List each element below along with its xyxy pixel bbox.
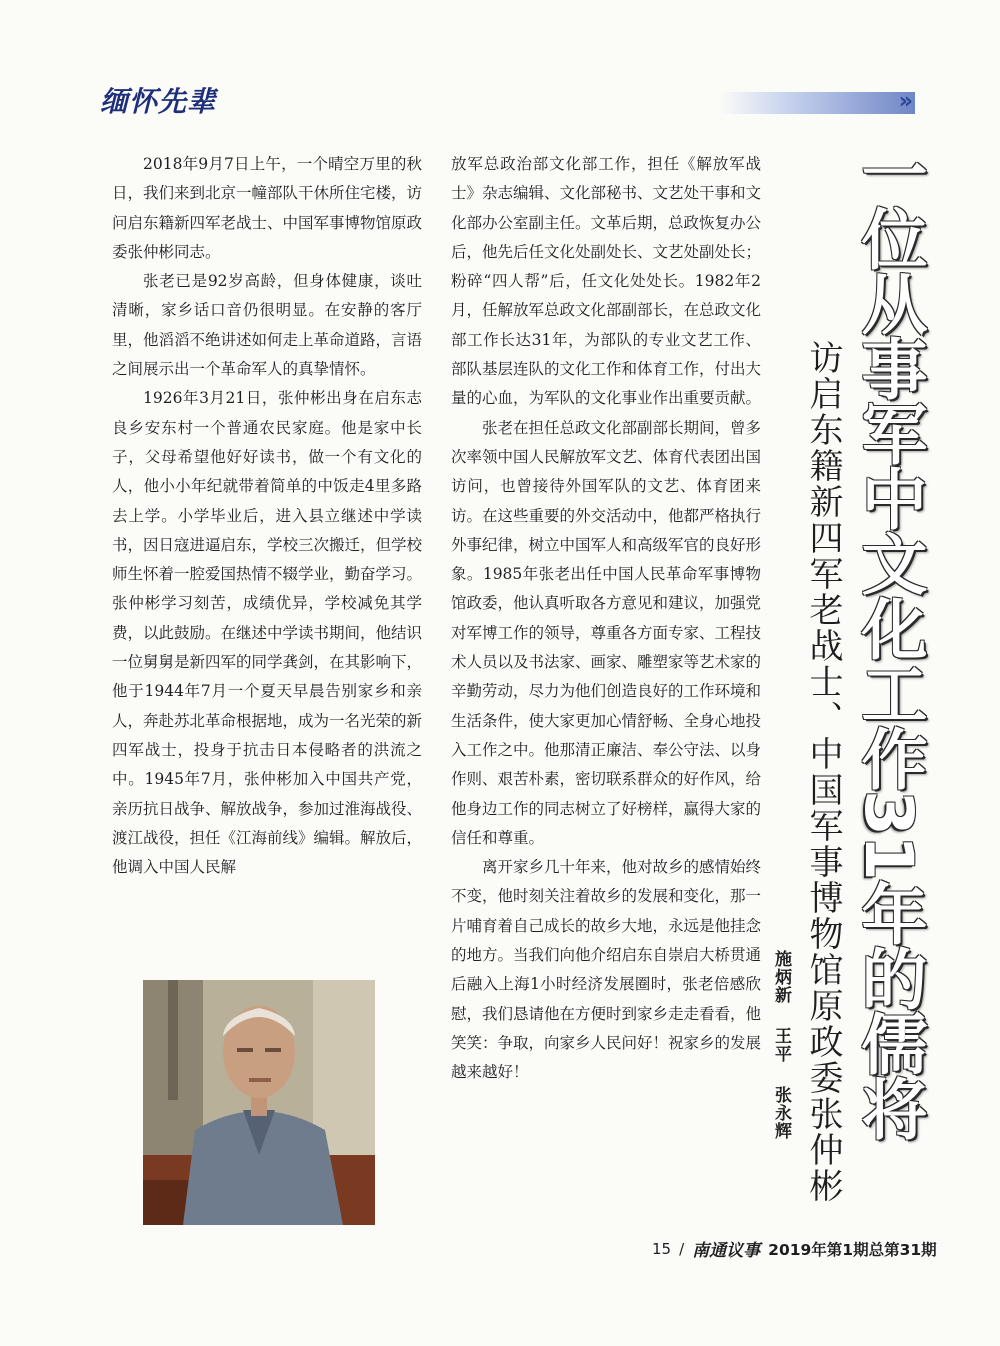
- footer-separator: /: [679, 1239, 685, 1258]
- magazine-logo: 南通议事: [692, 1241, 761, 1261]
- author-name: 张永辉: [771, 1085, 791, 1140]
- paragraph: 2018年9月7日上午，一个晴空万里的秋日，我们来到北京一幢部队干休所住宅楼，访问启东籍新四军老战士、中国军事博物馆原政委张仲彬同志。: [112, 155, 423, 261]
- paragraph: 离开家乡几十年来，他对故乡的感情始终不变，他时刻关注着故乡的发展和变化，那一片哺育着自己成长的故乡大地，永远是他挂念的地方。当我们向他介绍启东自崇启大桥贯通后融入上海1小时经济发展圈时，张老倍感欣慰，我们恳请他在方便时到家乡走走看看，他笑笑：争取，向家乡人民问好！祝家乡的发展越来越好！: [451, 858, 762, 1082]
- paragraph: 放军总政治部文化部工作，担任《解放军战士》杂志编辑、文化部秘书、文艺处干事和文化部办公室副主任。文革后期，总政恢复办公后，他先后任文化处副处长、文艺处副处长；粉碎“四人帮”后，任文化处处长。1982年2月，任解放军总政文化部副部长，在总政文化部工作长达31年，为部队的专业文艺工作、部队基层连队的文化工作和体育工作，付出大量的心血，为军队的文化事业作出重要贡献。: [451, 155, 762, 408]
- author-name: 施炳新: [771, 950, 791, 1004]
- article-subtitle: 访启东籍新四军老战士、中国军事博物馆原政委张仲彬: [803, 340, 843, 1204]
- paragraph: 张老已是92岁高龄，但身体健康，谈吐清晰，家乡话口音仍很明显。在安静的客厅里，他滔滔不绝讲述如何走上革命道路，言语之间展示出一个革命军人的真挚情怀。: [112, 272, 423, 379]
- page-number: 15: [652, 1239, 672, 1258]
- author-name: 王平: [771, 1026, 791, 1063]
- article-column-1: [112, 150, 422, 882]
- page-footer: [652, 1236, 937, 1261]
- header-decoration-bar: [720, 89, 915, 114]
- issue-label: 2019年第1期总第31期: [768, 1240, 937, 1259]
- paragraph: 1926年3月21日，张仲彬出身在启东志良乡安东村一个普通农民家庭。他是家中长子，父母希望他好好读书，做一个有文化的人，他小小年纪就带着简单的中饭走4里多路去上学。小学毕业后，进入县立继述中学读书，因日寇进逼启东，学校三次搬迁，但学校师生怀着一腔爱国热情不辍学业，勤奋学习。张仲彬学习刻苦，成绩优异，学校减免其学费，以此鼓励。在继述中学读书期间，他结识一位舅舅是新四军的同学龚剑，在其影响下，他于1944年7月一个夏天早晨告别家乡和亲人，奔赴苏北革命根据地，成为一名光荣的新四军战士，投身于抗击日本侵略者的洪流之中。1945年7月，张仲彬加入中国共产党，亲历抗日战争、解放战争，参加过淮海战役、渡江战役，担任《江海前线》编辑。解放后，他调入中国人民解: [112, 389, 423, 877]
- double-chevron-icon: »: [898, 89, 913, 114]
- article-column-2: [451, 150, 761, 1088]
- author-byline: [772, 950, 789, 1156]
- section-tag: 缅怀先辈: [100, 85, 217, 118]
- paragraph: 张老在担任总政文化部副部长期间，曾多次率领中国人民解放军文艺、体育代表团出国访问，也曾接待外国军队的文艺、体育团来访。在这些重要的外交活动中，他都严格执行外事纪律，树立中国军人和高级军官的良好形象。1985年张老出任中国人民革命军事博物馆政委，他认真听取各方意见和建议，加强党对军博工作的领导，尊重各方面专家、工程技术人员以及书法家、画家、雕塑家等艺术家的辛勤劳动，尽力为他们创造良好的工作环境和生活条件，使大家更加心情舒畅、全身心地投入工作之中。他那清正廉洁、奉公守法、以身作则、艰苦朴素，密切联系群众的好作风，给他身边工作的同志树立了好榜样，赢得大家的信任和尊重。: [451, 418, 762, 847]
- portrait-photo: [143, 980, 375, 1225]
- article-title: 一位从事军中文化工作31年的儒将: [850, 140, 927, 1140]
